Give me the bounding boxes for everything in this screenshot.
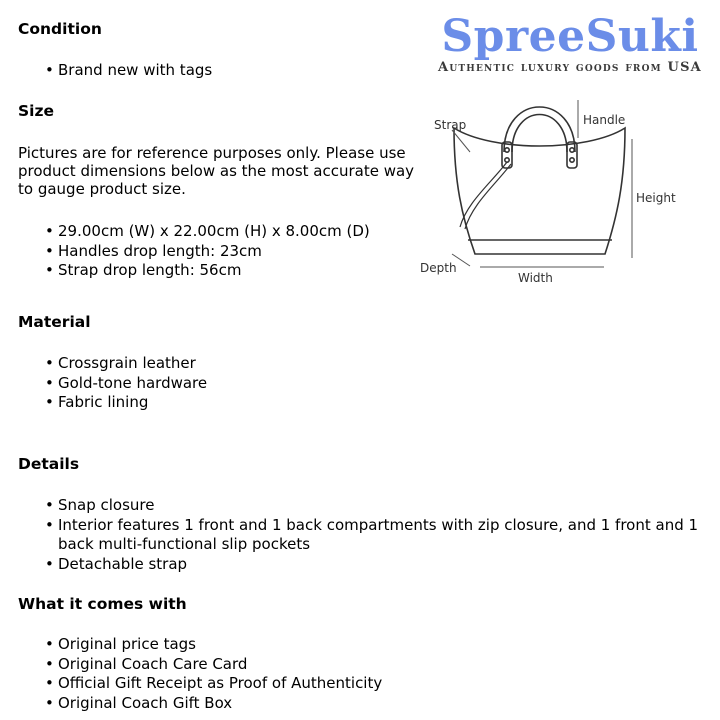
comes-with-list [0, 635, 382, 713]
height-label: Height [636, 191, 676, 205]
condition-heading: Condition [18, 20, 102, 38]
list-item: • Crossgrain leather [0, 354, 207, 374]
bag-dimensions-diagram [412, 92, 712, 292]
list-item: • Detachable strap [0, 555, 712, 575]
list-item: • Interior features 1 front and 1 back compartments with zip closure, and 1 front and 1 back multi-functional slip pockets [0, 516, 712, 555]
list-item: • Handles drop length: 23cm [0, 242, 370, 262]
list-item: • Original Coach Gift Box [0, 694, 382, 714]
logo-wordmark: SpreeSuki [441, 11, 699, 62]
details-list [0, 496, 712, 574]
list-item: • Original Coach Care Card [0, 655, 382, 675]
list-item: • 29.00cm (W) x 22.00cm (H) x 8.00cm (D) [0, 222, 370, 242]
details-heading: Details [18, 455, 80, 473]
strap-label: Strap [434, 118, 467, 132]
depth-label: Depth [420, 261, 457, 275]
list-item: • Snap closure [0, 496, 712, 516]
material-list [0, 354, 207, 413]
condition-list [0, 61, 212, 81]
bag-body [454, 128, 625, 254]
size-list [0, 222, 370, 281]
list-item: • Official Gift Receipt as Proof of Authenticity [0, 674, 382, 694]
brand-logo [424, 12, 716, 75]
width-label: Width [518, 271, 553, 285]
handle-label: Handle [583, 113, 626, 127]
size-note: Pictures are for reference purposes only. Please use product dimensions below as the most accurate way to gauge product size. [18, 144, 415, 198]
list-item: • Gold-tone hardware [0, 374, 207, 394]
size-heading: Size [18, 102, 55, 120]
list-item: • Fabric lining [0, 393, 207, 413]
material-heading: Material [18, 313, 91, 331]
bag-strap [460, 162, 507, 227]
comes-with-heading: What it comes with [18, 595, 187, 613]
list-item: • Original price tags [0, 635, 382, 655]
list-item: • Strap drop length: 56cm [0, 261, 370, 281]
list-item: • Brand new with tags [0, 61, 212, 81]
logo-tagline: Authentic luxury goods from USA [438, 60, 702, 75]
